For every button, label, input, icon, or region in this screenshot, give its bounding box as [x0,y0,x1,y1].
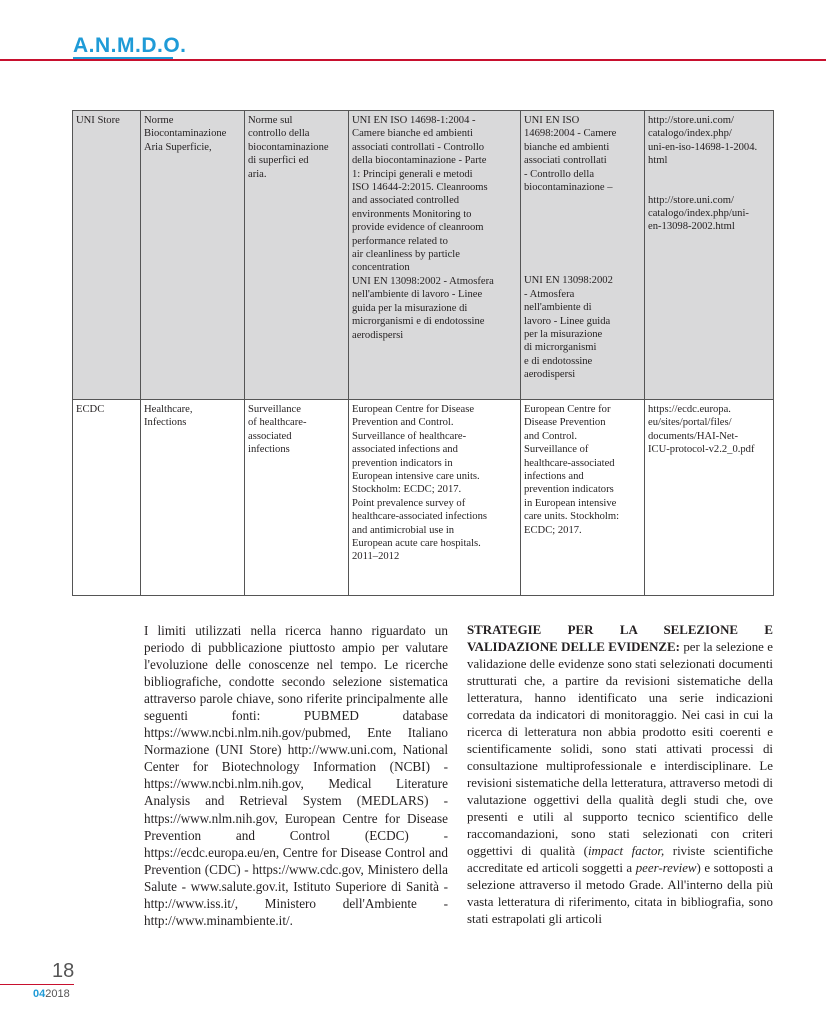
table-cell-source: UNI Store [73,111,141,400]
journal-logo: A.N.M.D.O. [73,34,187,57]
table-cell-link: https://ecdc.europa. eu/sites/portal/files/ documents/HAI-Net- ICU-protocol-v2.2_0.pdf [645,400,774,596]
issue-label: 042018 [33,988,70,1000]
body-paragraph: STRATEGIE PER LA SELEZIONE E VALIDAZIONE DELLE EVIDENZE: per la selezione e validazione delle evidenze sono stati selezionati documenti strutturati che, a partire da revisioni sistematiche della letteratura, hanno identificato una serie indicazioni corredata da indicatori di monitoraggio. Nei casi in cui la ricerca di letteratura non abbia prodotto esiti coerenti e scientificamente solidi, sono stati attivati processi di consultazione multiprofessionale e interdisciplinare. Le revisioni sistematiche della letteratura, attraverso metodi di valutazione oggettivi della qualità degli studi che, ove presenti e utili al supporto tecnico scientifico delle raccomandazioni, sono stati selezionati con criteri oggettivi di qualità (impact factor, riviste scientifiche accreditate ed articoli soggetti a peer-review) e sottoposti a selezione attraverso il metodo Grade. All'interno della più vasta letteratura di riferimento, citata in bibliografia, sono stati estrapolati gli articoli [467,623,774,926]
table-cell-topic: Norme Biocontaminazione Aria Superficie, [141,111,245,400]
section-heading: STRATEGIE PER LA SELEZIONE E VALIDAZIONE DELLE EVIDENZE: [467,623,773,654]
body-column-right [467,622,773,928]
footer-rule [0,984,74,985]
body-column-left [144,622,448,929]
table-cell-topic: Healthcare, Infections [141,400,245,596]
page-number: 18 [52,960,75,982]
table-row [73,111,774,400]
table-cell-description: Surveillance of healthcare- associated infections [245,400,349,596]
header-rule [0,59,826,61]
table-cell-description: Norme sul controllo della biocontaminazione di superfici ed aria. [245,111,349,400]
references-table [72,110,774,596]
table-row [73,400,774,596]
body-paragraph: I limiti utilizzati nella ricerca hanno riguardato un periodo di pubblicazione piuttosto ampio per valutare l'evoluzione delle conoscenze nel tempo. Le ricerche bibliografiche, condotte secondo selezione sistematica attraverso parole chiave, sono riferite principalmente alle seguenti fonti: PUBMED database https://www.ncbi.nlm.nih.gov/pubmed, Ente Italiano Normazione (UNI Store) http://www.uni.com, National Center for Biotechnology Information (NCBI) - https://www.ncbi.nlm.nih.gov, Medical Literature Analysis and Retrieval System (MEDLARS) - https://www.nlm.nih.gov, European Centre for Disease Prevention and Control (ECDC) - https://ecdc.europa.eu/en, Centre for Disease Control and Prevention (CDC) - https://www.cdc.gov, Ministero della Salute - www.salute.gov.it, Istituto Superiore di Sanità - http://www.iss.it/, Ministero dell'Ambiente - http://www.minambiente.it/. [144,623,448,928]
table-cell-reference: UNI EN ISO 14698-1:2004 - Camere bianche ed ambienti associati controllati - Controllo della biocontaminazione - Parte 1: Principi generali e metodi ISO 14644-2:2015. Cleanrooms and associated controlled environments Monitoring to provide evidence of cleanroom performance related to air cleanliness by particle concentration UNI EN 13098:2002 - Atmosfera nell'ambiente di lavoro - Linee guida per la misurazione di microrganismi e di endotossine aerodispersi [349,111,521,400]
table-cell-document: UNI EN ISO 14698:2004 - Camere bianche ed ambienti associati controllati - Controllo della biocontaminazione – UNI EN 13098:2002 - Atmosfera nell'ambiente di lavoro - Linee guida per la misurazione di microrganismi e di endotossine aerodispersi [521,111,645,400]
table-cell-reference: European Centre for Disease Prevention and Control. Surveillance of healthcare- associated infections and prevention indicators in European intensive care units. Stockholm: ECDC; 2017. Point prevalence survey of healthcare-associated infections and antimicrobial use in European acute care hospitals. 2011–2012 [349,400,521,596]
table-cell-document: European Centre for Disease Prevention and Control. Surveillance of healthcare-associated infections and prevention indicators in European intensive care units. Stockholm: ECDC; 2017. [521,400,645,596]
table-cell-source: ECDC [73,400,141,596]
table-cell-link: http://store.uni.com/ catalogo/index.php/ uni-en-iso-14698-1-2004. html http://store.uni.com/ catalogo/index.php/uni- en-13098-2002.html [645,111,774,400]
